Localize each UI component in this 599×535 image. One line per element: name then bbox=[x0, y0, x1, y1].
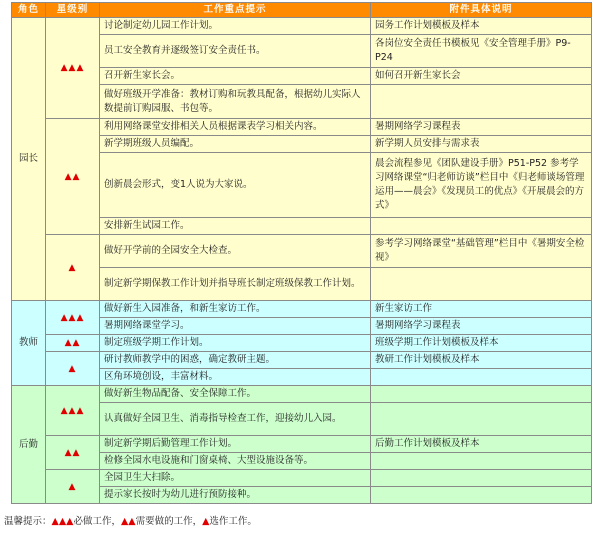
table-row bbox=[12, 386, 592, 403]
task-cell: 认真做好全园卫生、消毒指导检查工作，迎接幼儿入园。 bbox=[100, 403, 371, 436]
star-level-1: ▲ bbox=[46, 235, 100, 301]
task-cell: 召开新生家长会。 bbox=[100, 68, 371, 85]
attachment-cell: 暑期网络学习课程表 bbox=[371, 318, 592, 335]
task-cell: 提示家长按时为幼儿进行预防接种。 bbox=[100, 487, 371, 504]
task-cell: 员工安全教育并逐级签订安全责任书。 bbox=[100, 35, 371, 68]
task-cell: 做好班级开学准备：教材订购和玩教具配备，根据幼儿实际人数提前订购园服、书包等。 bbox=[100, 85, 371, 119]
attachment-cell bbox=[371, 218, 592, 235]
header-attachment: 附件具体说明 bbox=[371, 3, 592, 18]
task-cell: 做好新生物品配备、安全保障工作。 bbox=[100, 386, 371, 403]
task-cell: 制定新学期后勤管理工作计划。 bbox=[100, 436, 371, 453]
header-stars: 星级别 bbox=[46, 3, 100, 18]
star-level-3: ▲▲▲ bbox=[46, 301, 100, 335]
table-row bbox=[12, 119, 592, 136]
attachment-cell: 班级学期工作计划模板及样本 bbox=[371, 335, 592, 352]
task-cell: 检修全园水电设施和门窗桌椅、大型设施设备等。 bbox=[100, 453, 371, 470]
star-level-2: ▲▲ bbox=[46, 335, 100, 352]
task-cell: 制定新学期保教工作计划并指导班长制定班级保教工作计划。 bbox=[100, 268, 371, 301]
legend-two-triangles-icon: ▲▲ bbox=[120, 516, 136, 527]
task-cell: 做好开学前的全园安全大检查。 bbox=[100, 235, 371, 268]
task-table bbox=[11, 2, 592, 504]
legend-two-text: 需要做的工作， bbox=[135, 516, 203, 527]
task-cell: 暑期网络课堂学习。 bbox=[100, 318, 371, 335]
task-cell: 做好新生入园准备，和新生家访工作。 bbox=[100, 301, 371, 318]
star-level-3: ▲▲▲ bbox=[46, 386, 100, 436]
table-row bbox=[12, 436, 592, 453]
attachment-cell bbox=[371, 487, 592, 504]
table-row bbox=[12, 335, 592, 352]
legend-one-triangle-icon: ▲ bbox=[202, 516, 210, 527]
star-level-1: ▲ bbox=[46, 470, 100, 504]
legend-note bbox=[4, 515, 257, 529]
attachment-cell bbox=[371, 268, 592, 301]
task-cell: 制定班级学期工作计划。 bbox=[100, 335, 371, 352]
table-row bbox=[12, 352, 592, 369]
attachment-cell: 如何召开新生家长会 bbox=[371, 68, 592, 85]
task-cell: 讨论制定幼儿园工作计划。 bbox=[100, 18, 371, 35]
attachment-cell: 暑期网络学习课程表 bbox=[371, 119, 592, 136]
task-cell: 创新晨会形式，变1人说为大家说。 bbox=[100, 153, 371, 218]
attachment-cell: 参考学习网络课堂“基础管理”栏目中《暑期安全检视》 bbox=[371, 235, 592, 268]
attachment-cell bbox=[371, 453, 592, 470]
attachment-cell bbox=[371, 386, 592, 403]
legend-three-text: 必做工作， bbox=[73, 516, 121, 527]
task-cell: 安排新生试园工作。 bbox=[100, 218, 371, 235]
role-cell-teacher: 教师 bbox=[12, 301, 46, 386]
role-cell-principal: 园长 bbox=[12, 18, 46, 301]
attachment-cell bbox=[371, 85, 592, 119]
attachment-cell: 新生家访工作 bbox=[371, 301, 592, 318]
attachment-cell bbox=[371, 369, 592, 386]
role-cell-logistics: 后勤 bbox=[12, 386, 46, 504]
attachment-cell bbox=[371, 470, 592, 487]
attachment-cell: 各岗位安全责任书模板见《安全管理手册》P9-P24 bbox=[371, 35, 592, 68]
attachment-cell: 教研工作计划模板及样本 bbox=[371, 352, 592, 369]
attachment-cell: 园务工作计划模板及样本 bbox=[371, 18, 592, 35]
table-header-row bbox=[12, 3, 592, 18]
task-cell: 利用网络课堂安排相关人员根据课表学习相关内容。 bbox=[100, 119, 371, 136]
header-task: 工作重点提示 bbox=[100, 3, 371, 18]
star-level-2: ▲▲ bbox=[46, 436, 100, 470]
table-row bbox=[12, 18, 592, 35]
task-cell: 全园卫生大扫除。 bbox=[100, 470, 371, 487]
attachment-cell: 晨会流程参见《团队建设手册》P51-P52 参考学习网络课堂“归老师访谈”栏目中《归老师谈场管理运用——晨会》《发现员工的优点》《开展晨会的方式》 bbox=[371, 153, 592, 218]
table-row bbox=[12, 470, 592, 487]
attachment-cell: 新学期人员安排与需求表 bbox=[371, 136, 592, 153]
task-cell: 研讨教师教学中的困惑，确定教研主题。 bbox=[100, 352, 371, 369]
task-cell: 新学期班级人员编配。 bbox=[100, 136, 371, 153]
task-cell: 区角环境创设，丰富材料。 bbox=[100, 369, 371, 386]
star-level-3: ▲▲▲ bbox=[46, 18, 100, 119]
star-level-1: ▲ bbox=[46, 352, 100, 386]
table-row bbox=[12, 235, 592, 268]
legend-prefix: 温馨提示： bbox=[4, 516, 52, 527]
legend-three-triangles-icon: ▲▲▲ bbox=[51, 516, 74, 527]
table-row bbox=[12, 301, 592, 318]
star-level-2: ▲▲ bbox=[46, 119, 100, 235]
header-role: 角色 bbox=[12, 3, 46, 18]
attachment-cell: 后勤工作计划模板及样本 bbox=[371, 436, 592, 453]
legend-one-text: 选作工作。 bbox=[209, 516, 257, 527]
attachment-cell bbox=[371, 403, 592, 436]
